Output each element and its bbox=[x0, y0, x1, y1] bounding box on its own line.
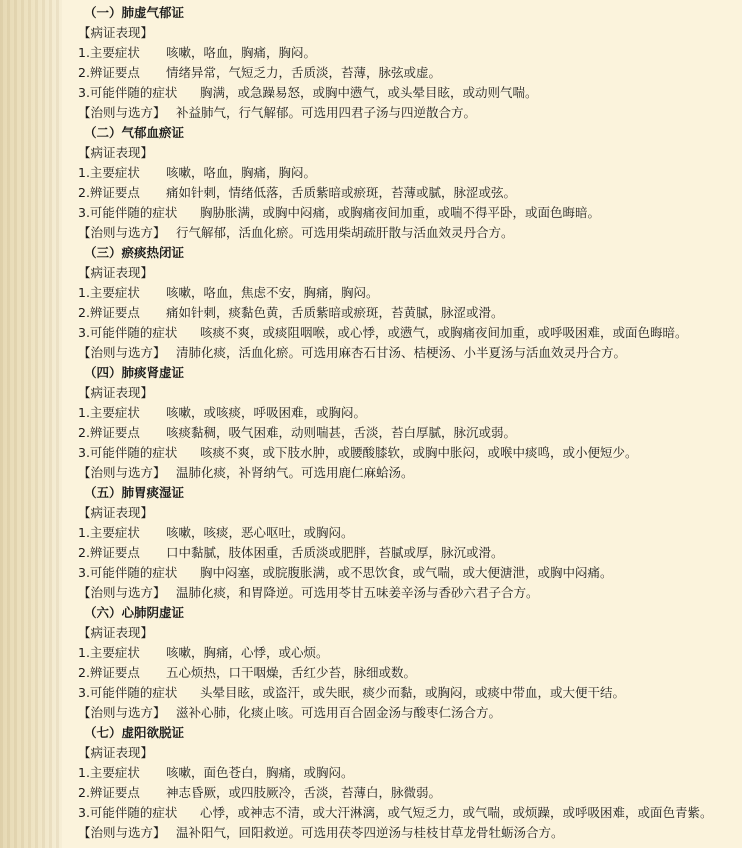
accompanying-symptoms-line bbox=[78, 803, 738, 823]
key-points-label: 2.辨证要点 bbox=[78, 425, 140, 440]
main-symptoms-text: 咳嗽，咳痰，恶心呕吐，或胸闷。 bbox=[166, 525, 354, 540]
section-title: （五）肺胃痰湿证 bbox=[84, 485, 185, 500]
key-points-line bbox=[78, 63, 738, 83]
treatment-label: 【治则与选方】 bbox=[78, 105, 166, 120]
main-symptoms-text: 咳嗽，胸痛，心悸，或心烦。 bbox=[166, 645, 329, 660]
section-title: （一）肺虚气郁证 bbox=[84, 5, 185, 20]
section-title: （六）心肺阴虚证 bbox=[84, 605, 185, 620]
key-points-line bbox=[78, 303, 738, 323]
section-header: 【病证表现】 bbox=[78, 505, 154, 520]
section-title: （四）肺痰肾虚证 bbox=[84, 365, 185, 380]
accompanying-symptoms-text: 胸胁胀满，或胸中闷痛，或胸痛夜间加重，或喘不得平卧，或面色晦暗。 bbox=[200, 205, 601, 220]
main-symptoms-label: 1.主要症状 bbox=[78, 765, 140, 780]
key-points-line bbox=[78, 663, 738, 683]
key-points-text: 五心烦热，口干咽燥，舌红少苔，脉细或数。 bbox=[166, 665, 417, 680]
key-points-text: 口中黏腻，肢体困重，舌质淡或肥胖，苔腻或厚，脉沉或滑。 bbox=[166, 545, 504, 560]
syndrome-section bbox=[78, 123, 738, 243]
treatment-line bbox=[78, 703, 738, 723]
main-symptoms-line bbox=[78, 403, 738, 423]
section-title: （七）虚阳欲脱证 bbox=[84, 725, 185, 740]
main-symptoms-label: 1.主要症状 bbox=[78, 645, 140, 660]
treatment-label: 【治则与选方】 bbox=[78, 465, 166, 480]
main-symptoms-line bbox=[78, 763, 738, 783]
key-points-line bbox=[78, 783, 738, 803]
section-header: 【病证表现】 bbox=[78, 625, 154, 640]
key-points-label: 2.辨证要点 bbox=[78, 665, 140, 680]
key-points-label: 2.辨证要点 bbox=[78, 785, 140, 800]
main-symptoms-line bbox=[78, 283, 738, 303]
treatment-text: 行气解郁，活血化瘀。可选用柴胡疏肝散与活血效灵丹合方。 bbox=[176, 225, 514, 240]
key-points-line bbox=[78, 423, 738, 443]
key-points-text: 咳痰黏稠，吸气困难，动则喘甚，舌淡，苔白厚腻，脉沉或弱。 bbox=[166, 425, 517, 440]
accompanying-symptoms-line bbox=[78, 83, 738, 103]
treatment-line bbox=[78, 583, 738, 603]
syndrome-section bbox=[78, 483, 738, 603]
key-points-label: 2.辨证要点 bbox=[78, 65, 140, 80]
treatment-text: 温肺化痰，和胃降逆。可选用苓甘五味姜辛汤与香砂六君子合方。 bbox=[176, 585, 539, 600]
accompanying-symptoms-label: 3.可能伴随的症状 bbox=[78, 445, 178, 460]
decorative-left-strip bbox=[0, 0, 62, 848]
treatment-line bbox=[78, 223, 738, 243]
key-points-text: 痛如针刺，情绪低落，舌质紫暗或瘀斑，苔薄或腻，脉涩或弦。 bbox=[166, 185, 517, 200]
accompanying-symptoms-label: 3.可能伴随的症状 bbox=[78, 325, 178, 340]
main-symptoms-text: 咳嗽，咯血，胸痛，胸闷。 bbox=[166, 45, 317, 60]
syndrome-section bbox=[78, 723, 738, 843]
key-points-label: 2.辨证要点 bbox=[78, 305, 140, 320]
main-symptoms-label: 1.主要症状 bbox=[78, 45, 140, 60]
section-title: （二）气郁血瘀证 bbox=[84, 125, 185, 140]
accompanying-symptoms-label: 3.可能伴随的症状 bbox=[78, 805, 178, 820]
main-symptoms-label: 1.主要症状 bbox=[78, 525, 140, 540]
main-symptoms-text: 咳嗽，面色苍白，胸痛，或胸闷。 bbox=[166, 765, 354, 780]
main-symptoms-line bbox=[78, 523, 738, 543]
treatment-label: 【治则与选方】 bbox=[78, 825, 166, 840]
main-symptoms-text: 咳嗽，咯血，胸痛，胸闷。 bbox=[166, 165, 317, 180]
accompanying-symptoms-text: 胸满，或急躁易怒，或胸中懑气，或头晕目眩，或动则气喘。 bbox=[200, 85, 538, 100]
section-title: （三）瘀痰热闭证 bbox=[84, 245, 185, 260]
syndrome-section bbox=[78, 243, 738, 363]
accompanying-symptoms-line bbox=[78, 683, 738, 703]
accompanying-symptoms-text: 胸中闷塞，或脘腹胀满，或不思饮食，或气喘，或大便溏泄，或胸中闷痛。 bbox=[200, 565, 613, 580]
section-header: 【病证表现】 bbox=[78, 385, 154, 400]
main-symptoms-line bbox=[78, 163, 738, 183]
section-header: 【病证表现】 bbox=[78, 265, 154, 280]
accompanying-symptoms-line bbox=[78, 323, 738, 343]
accompanying-symptoms-label: 3.可能伴随的症状 bbox=[78, 205, 178, 220]
key-points-label: 2.辨证要点 bbox=[78, 185, 140, 200]
accompanying-symptoms-text: 心悸，或神志不清，或大汗淋漓，或气短乏力，或气喘，或烦躁，或呼吸困难，或面色青紫。 bbox=[200, 805, 713, 820]
treatment-text: 滋补心肺，化痰止咳。可选用百合固金汤与酸枣仁汤合方。 bbox=[176, 705, 502, 720]
syndrome-section bbox=[78, 363, 738, 483]
accompanying-symptoms-label: 3.可能伴随的症状 bbox=[78, 85, 178, 100]
treatment-text: 补益肺气，行气解郁。可选用四君子汤与四逆散合方。 bbox=[176, 105, 477, 120]
key-points-label: 2.辨证要点 bbox=[78, 545, 140, 560]
key-points-line bbox=[78, 183, 738, 203]
accompanying-symptoms-label: 3.可能伴随的症状 bbox=[78, 685, 178, 700]
accompanying-symptoms-text: 头晕目眩，或盗汗，或失眠，痰少而黏，或胸闷，或痰中带血，或大便干结。 bbox=[200, 685, 626, 700]
key-points-text: 神志昏厥，或四肢厥冷，舌淡，苔薄白，脉微弱。 bbox=[166, 785, 442, 800]
treatment-line bbox=[78, 343, 738, 363]
key-points-text: 痛如针刺，痰黏色黄，舌质紫暗或瘀斑，苔黄腻，脉涩或滑。 bbox=[166, 305, 504, 320]
treatment-label: 【治则与选方】 bbox=[78, 345, 166, 360]
treatment-line bbox=[78, 463, 738, 483]
accompanying-symptoms-label: 3.可能伴随的症状 bbox=[78, 565, 178, 580]
main-symptoms-label: 1.主要症状 bbox=[78, 285, 140, 300]
treatment-label: 【治则与选方】 bbox=[78, 225, 166, 240]
section-header: 【病证表现】 bbox=[78, 745, 154, 760]
syndrome-list bbox=[78, 3, 738, 843]
accompanying-symptoms-line bbox=[78, 443, 738, 463]
treatment-text: 温补阳气，回阳救逆。可选用茯苓四逆汤与桂枝甘草龙骨牡蛎汤合方。 bbox=[176, 825, 564, 840]
accompanying-symptoms-line bbox=[78, 563, 738, 583]
syndrome-section bbox=[78, 3, 738, 123]
main-symptoms-text: 咳嗽，咯血，焦虑不安，胸痛，胸闷。 bbox=[166, 285, 379, 300]
main-symptoms-line bbox=[78, 643, 738, 663]
accompanying-symptoms-text: 咳痰不爽，或痰阻咽喉，或心悸，或懑气，或胸痛夜间加重，或呼吸困难，或面色晦暗。 bbox=[200, 325, 688, 340]
main-symptoms-line bbox=[78, 43, 738, 63]
treatment-label: 【治则与选方】 bbox=[78, 585, 166, 600]
key-points-text: 情绪异常，气短乏力，舌质淡，苔薄，脉弦或虚。 bbox=[166, 65, 442, 80]
section-header: 【病证表现】 bbox=[78, 25, 154, 40]
main-symptoms-label: 1.主要症状 bbox=[78, 165, 140, 180]
treatment-label: 【治则与选方】 bbox=[78, 705, 166, 720]
treatment-line bbox=[78, 103, 738, 123]
treatment-text: 温肺化痰，补肾纳气。可选用鹿仁麻蛤汤。 bbox=[176, 465, 414, 480]
section-header: 【病证表现】 bbox=[78, 145, 154, 160]
main-symptoms-label: 1.主要症状 bbox=[78, 405, 140, 420]
key-points-line bbox=[78, 543, 738, 563]
main-symptoms-text: 咳嗽，或咳痰，呼吸困难，或胸闷。 bbox=[166, 405, 367, 420]
syndrome-section bbox=[78, 603, 738, 723]
accompanying-symptoms-line bbox=[78, 203, 738, 223]
treatment-line bbox=[78, 823, 738, 843]
treatment-text: 清肺化痰，活血化瘀。可选用麻杏石甘汤、桔梗汤、小半夏汤与活血效灵丹合方。 bbox=[176, 345, 627, 360]
accompanying-symptoms-text: 咳痰不爽，或下肢水肿，或腰酸膝软，或胸中胀闷，或喉中痰鸣，或小便短少。 bbox=[200, 445, 638, 460]
